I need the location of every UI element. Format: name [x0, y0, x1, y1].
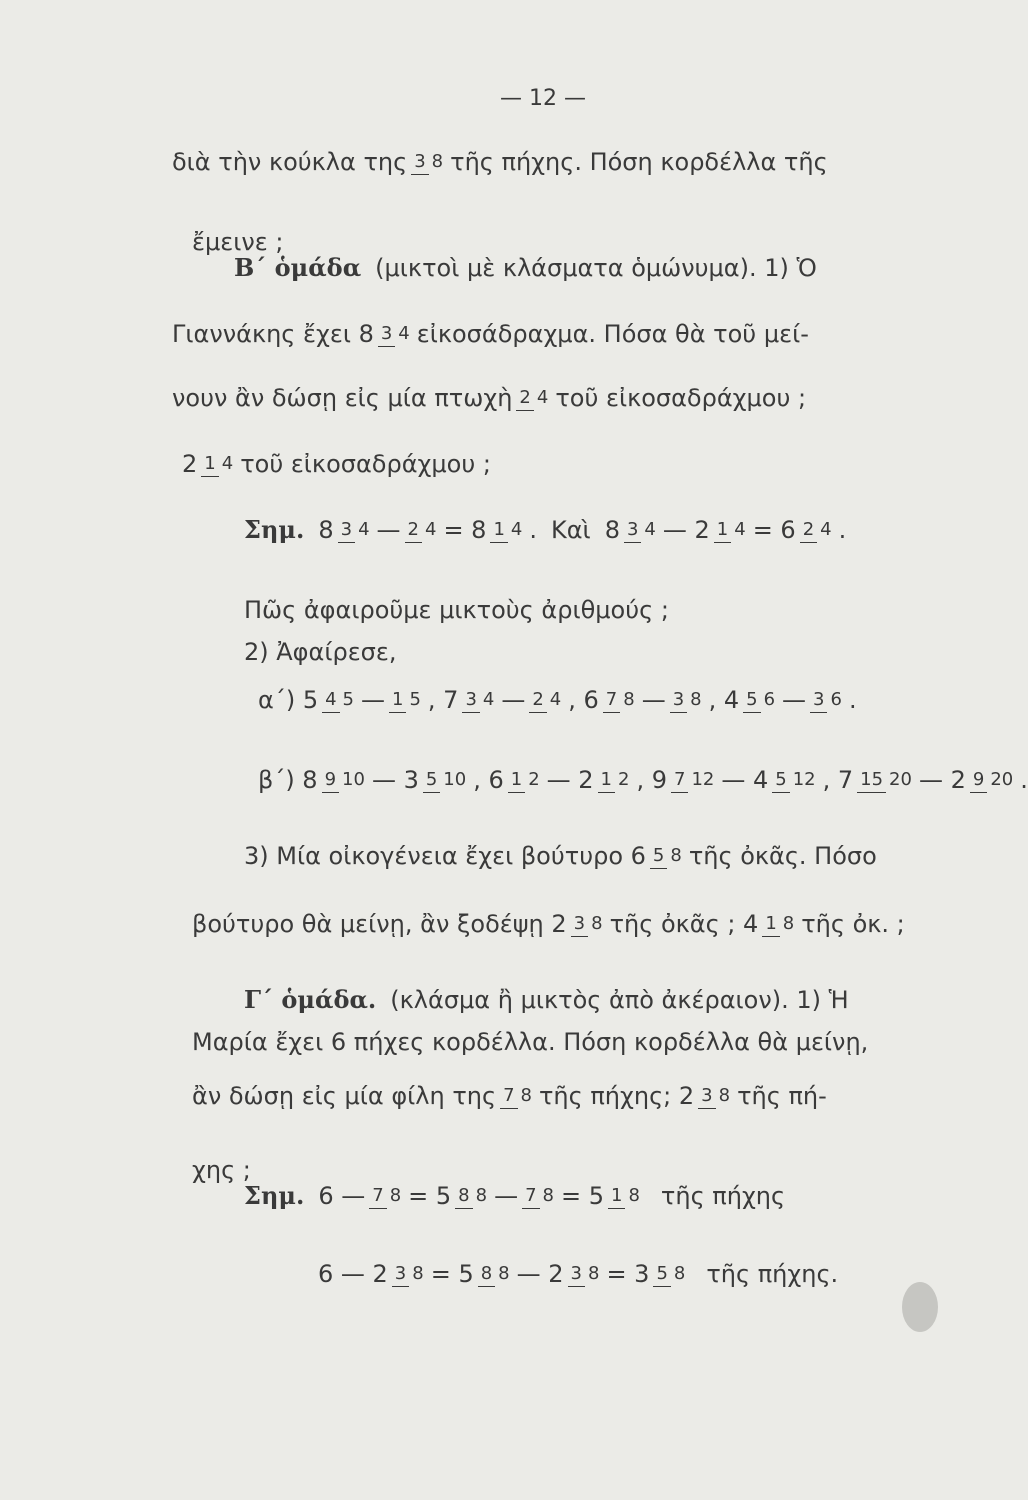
fraction: 3 8	[670, 691, 705, 710]
fraction: 2 4	[529, 691, 564, 710]
fraction: 7 8	[603, 691, 638, 710]
fraction: 9 10	[322, 771, 368, 790]
text-line-13: βούτυρο θὰ μείνῃ, ἂν ξοδέψῃ 2 3 8 τῆς ὀκᾶς ; 4 1 8 τῆς ὀκ. ;	[192, 910, 905, 938]
fraction: 5 12	[772, 771, 818, 790]
fraction: 8 8	[478, 1265, 513, 1284]
fraction: 1 2	[508, 771, 543, 790]
text-line-4: Γιαννάκης ἔχει 8 3 4 εἰκοσάδραχμα. Πόσα θὰ τοῦ μεί-	[172, 320, 809, 348]
fraction: 3 4	[462, 691, 497, 710]
fraction: 5 10	[423, 771, 469, 790]
text-line-9: 2) Ἀφαίρεσε,	[244, 638, 397, 666]
section-c-heading: Γ΄ ὁμάδα. (κλάσμα ἢ μικτὸς ἀπὸ ἀκέραιον). 1) Ἡ	[244, 985, 849, 1014]
fraction: 1 4	[490, 521, 525, 540]
fraction: 3 4	[338, 521, 373, 540]
text-line-1: διὰ τὴν κούκλα της 3 8 τῆς πήχης. Πόση κορδέλλα τῆς	[172, 148, 828, 176]
fraction: 3 8	[571, 915, 606, 934]
ink-stain	[902, 1282, 938, 1332]
text-line-8: Πῶς ἀφαιροῦμε μικτοὺς ἀριθμούς ;	[244, 596, 669, 624]
fraction: 2 4	[405, 521, 440, 540]
fraction: 9 20	[970, 771, 1016, 790]
text-line-15: Μαρία ἔχει 6 πήχες κορδέλλα. Πόση κορδέλλα θὰ μείνῃ,	[192, 1028, 869, 1056]
fraction: 3 4	[624, 521, 659, 540]
exercise-a: α΄) 5 4 5 — 1 5 , 7 3 4 — 2 4 , 6 7 8 — 3 8 , 4 5 6 — 3 6 .	[258, 686, 857, 714]
fraction: 1 4	[201, 455, 236, 474]
note-line-3: 6 — 2 3 8 = 5 8 8 — 2 3 8 = 3 5 8 τῆς πήχης.	[318, 1260, 839, 1288]
fraction: 1 8	[608, 1187, 643, 1206]
fraction: 7 8	[500, 1087, 535, 1106]
fraction: 2 4	[800, 521, 835, 540]
section-b-heading: Β΄ ὁμάδα (μικτοὶ μὲ κλάσματα ὁμώνυμα). 1) Ὁ	[234, 253, 817, 282]
fraction: 3 6	[810, 691, 845, 710]
text-line-5: νουν ἂν δώσῃ εἰς μία πτωχὴ 2 4 τοῦ εἰκοσαδράχμου ;	[172, 384, 807, 412]
fraction: 1 2	[598, 771, 633, 790]
exercise-b: β΄) 8 9 10 — 3 5 10 , 6 1 2 — 2 1 2 , 9 7 12 — 4 5 12 , 7 15 20 — 2 9 20 .	[258, 766, 1028, 794]
fraction: 8 8	[455, 1187, 490, 1206]
fraction: 1 8	[762, 915, 797, 934]
text-line-17: χης ;	[192, 1156, 251, 1184]
text-line-16: ἂν δώσῃ εἰς μία φίλη της 7 8 τῆς πήχης; 2 3 8 τῆς πή-	[192, 1082, 827, 1110]
text-line-2: ἔμεινε ;	[192, 228, 284, 256]
fraction: 5 8	[653, 1265, 688, 1284]
fraction: 3 8	[568, 1265, 603, 1284]
fraction: 15 20	[857, 771, 915, 790]
page-number: — 12 —	[500, 86, 586, 111]
fraction: 3 8	[411, 153, 446, 172]
fraction: 3 8	[392, 1265, 427, 1284]
fraction: 1 5	[389, 691, 424, 710]
fraction: 7 12	[671, 771, 717, 790]
fraction: 1 4	[714, 521, 749, 540]
text-line-6: 2 1 4 τοῦ εἰκοσαδράχμου ;	[182, 450, 491, 478]
fraction: 3 4	[378, 325, 413, 344]
fraction: 4 5	[322, 691, 357, 710]
note-line-2: Σημ. 6 — 7 8 = 5 8 8 — 7 8 = 5 1 8 τῆς πήχης	[244, 1181, 786, 1210]
fraction: 5 6	[743, 691, 778, 710]
fraction: 2 4	[516, 389, 551, 408]
fraction: 7 8	[522, 1187, 557, 1206]
text-line-12: 3) Μία οἰκογένεια ἔχει βούτυρο 6 5 8 τῆς ὀκᾶς. Πόσο	[244, 842, 877, 870]
fraction: 7 8	[369, 1187, 404, 1206]
fraction: 5 8	[650, 847, 685, 866]
fraction: 3 8	[698, 1087, 733, 1106]
note-line-1: Σημ. 8 3 4 — 2 4 = 8 1 4 . Καὶ 8 3 4 — 2 1 4 = 6 2 4 .	[244, 515, 847, 544]
